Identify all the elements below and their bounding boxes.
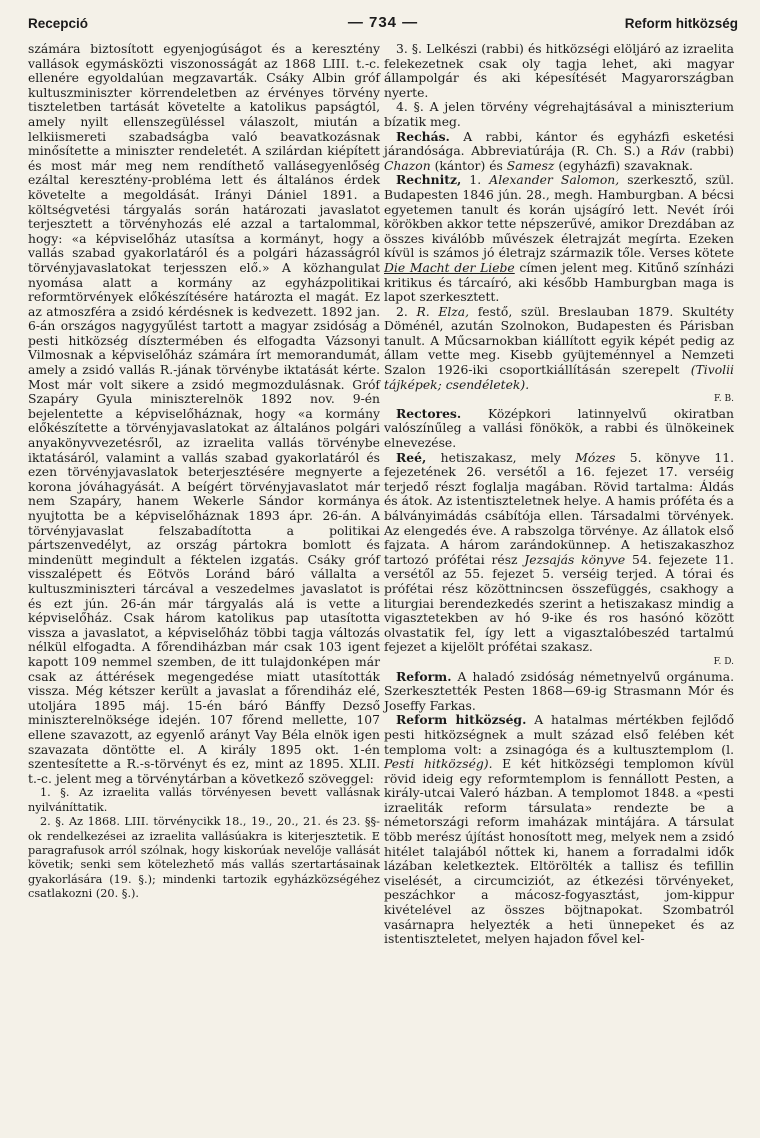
entry-text: címen jelent meg. Kitűnő színházi kritikus és tárcaíró, aki később Hamburgban maga is lapot szerkesztett. [384, 260, 734, 305]
entry-term: Chazon [384, 158, 431, 173]
entry-reform-hitkozseg [384, 713, 734, 947]
page-header [28, 16, 738, 40]
left-column [28, 42, 380, 902]
book-title: Die Macht der Liebe [384, 260, 515, 275]
author-signature: F. B. [713, 394, 734, 405]
entry-text: (rabbi) [684, 144, 734, 159]
entry-rechas [384, 130, 734, 174]
entry-reform [384, 670, 734, 714]
entry-text: festő, szül. Breslauban 1879. Skultéty Döménél, azután Szolnokon, Budapesten és Párisban tanult. A Műcsarnokban kiállított egyik képét pedig az állam vette meg. Kisebb gyüjteménnyel a Nemzeti Szalon 1926-iki csoportkiállításán szerepelt [384, 304, 734, 378]
entry-text: 1. [461, 173, 490, 188]
entry-text: 2. [396, 304, 417, 319]
entry-text: hetiszakasz, mely [426, 450, 576, 465]
entry-headword: Reé, [396, 449, 427, 465]
entry-rechnitz-2 [384, 305, 734, 393]
entry-text: (kántor) és [430, 158, 507, 173]
entry-text: A rabbi, kántor és egyházfi esketési járandósága. Abbreviatúrája (R. Ch. S.) a [384, 129, 734, 159]
entry-term: Ráv [660, 144, 685, 159]
law-paragraph-3: 3. §. Lelkészi (rabbi) és hitközségi elöljáró az izraelita felekezetnek csak oly tagja lehet, aki magyar állampolgár és aki képesítését Magyarországban nyerte. [384, 42, 734, 100]
law-paragraph-2: 2. §. Az 1868. LIII. törvénycikk 18., 19., 20., 21. és 23. §§-ok rendelkezései az izraelita vallásúakra is kiterjesztetik. E paragrafusok arról szólnak, hogy kiskorúak nevelője vallását követik; senki sem kötelezhető más vallás szertartásainak gyakorlására (19. §.); mindenki tartozik egyházközségéhez csatlakozni (20. §.). [28, 815, 380, 901]
entry-text: A haladó zsidóság németnyelvű orgánuma. Szerkesztették Pesten 1868—69-ig Strasmann Mór és Joseffy Farkas. [384, 669, 734, 713]
entry-text: szerkesztő, szül. Budapesten 1846 jún. 28., megh. Hamburgban. A bécsi egyetemen tanult és korán ujságíró lett. Nevét írói körökben akkor tette népszerűvé, amikor Drezdában az összes kiválóbb művészek életrajzát megírta. Ezeken kívül is számos jó életrajz származik tőle. Verses kötete [384, 173, 734, 261]
entry-rechnitz-1 [384, 173, 734, 304]
entry-headword: Rechnitz, [396, 172, 462, 188]
entry-headword: Reform hitközség. [396, 712, 527, 728]
entry-term: Mózes [575, 450, 616, 465]
entry-text: Középkori latinnyelvű okiratban valószínűleg a vallási fönökök, a rabbi és ülnökeinek elnevezése. [384, 406, 734, 451]
entry-text: (egyházfi) szavaknak. [554, 158, 693, 173]
entry-ree [384, 451, 734, 655]
running-head-left: Recepció [28, 16, 89, 31]
author-signature: F. D. [713, 656, 734, 667]
entry-headword: Rectores. [396, 405, 462, 421]
entry-rectores [384, 407, 734, 451]
law-paragraph-1: 1. §. Az izraelita vallás törvényesen bevett vallásnak nyilváníttatik. [28, 786, 380, 814]
entry-text: 54. fejezete 11. versétől az 55. fejezet 5. verséig terjed. A tórai és prófétai rész közöttnincsen összefüggés, csakhogy a liturgiai berendezkedés szerint a hetiszakasz mindig a vigasztetekben av hó 9-ike és ros hasónó között olvastatik fel, így lett a vigasztalóbeszéd tartalmú fejezet a kijelölt prófétai szakasz. [384, 552, 734, 655]
entry-text: A hatalmas mértékben fejlődő pesti hitközségnek a mult század első felében két temploma volt: a zsinagóga és a kultusztemplom (l. [384, 713, 734, 757]
entry-headword: Rechás. [396, 128, 450, 144]
entry-name: R. Elza, [416, 304, 470, 319]
entry-headword: Reform. [396, 668, 452, 684]
right-column [384, 42, 734, 947]
entry-text: E két hitközségi templomon kívül rövid ideig egy reformtemplom is fennállott Pesten, a király-utcai Valeró házban. A templomot 1848. a «pesti izraeliták reform társulata» rendezte be a németországi reform imaházak mintájára. A társulat több merész újítást honosított meg, melyek nem a zsidó hitélet talajából nőttek ki, hanem a forradalmi idők lázában keletkeztek. Eltörölték a tallisz és tefillin viselését, a circumciziót, az étkezési törvényeket, peszáchkor a mácosz-fogyasztást, jom-kippur kivételével az összes böjtnapokat. Szombatról vasárnapra helyezték a heti ünnepeket és az istentiszteletet, melyen hajadon fővel kel- [384, 757, 734, 947]
recepcio-continuation: számára biztosított egyenjogúságot és a keresztény vallások egymásközti viszonosságát az 1868 LIII. t.-c. ellenére egyoldalúan megzavarták. Csáky Albin gróf kultuszminiszter körrendeletben az érvényes törvény tiszteletben tartását követelte a katolikus papságtól, amely nyilt ellenszegüléssel válaszolt, miután a lelkiismereti szabadságba való beavatkozásnak minősítette a miniszter rendeletét. A szilárdan kiépített és most már meg nem rendíthető vallásegyenlőség ezáltal keresztény-probléma lett és általános érdek követelte a megoldását. Irányi Dániel 1891. a költségvetési tárgyalás során határozati javaslatot terjesztett a törvényhozás elé azzal a tartalommal, hogy: «a képviselőház utasítsa a kormányt, hogy a vallás szabad gyakorlatáról és a polgári házasságról törvényjavaslatokat terjesszen elő.» A közhangulat nyomása alatt a kormány az egyházpolitikai reformtörvények előkészítésére határozta el magát. Ez az atmoszféra a zsidó kérdésnek is kedvezett. 1892 jan. 6-án országos nagygyűlést tartott a magyar zsidóság a pesti hitközség dísztermében és elfogadta Vázsonyi Vilmosnak a képviselőház számára írt memorandumát, amely a zsidó vallás R.-jának törvénybe iktatását kérte. Most már volt sikere a zsidó megmozdulásnak. Gróf Szapáry Gyula miniszterelnök 1892 nov. 9-én bejelentette a képviselőháznak, hogy «a kormány előkészítette a törvényjavaslatokat az általános polgári anyakönyvvezetésről, az izraelita vallás törvénybe iktatásáról, valamint a vallás szabad gyakorlatáról és ezen törvényjavaslatok beterjesztésére megnyerte a korona jóváhagyását. A beígért törvényjavaslatot már nem Szapáry, hanem Wekerle Sándor kormánya nyujtotta be a képviselőháznak 1893 ápr. 26-án. A törvényjavaslat felszabadította a politikai pártszenvedélyt, az ország pártokra bomlott és mindenütt megindult a féktelen izgatás. Csáky gróf visszalépett és Eötvös Loránd báró vállalta a kultuszminiszteri tárcával a veszedelmes javaslatot is és ezt jún. 26-án már tárgyalás alá is vette a képviselőház. Csak három katolikus pap utasította vissza a javaslatot, a képviselőház többi tagja változás nélkül elfogadta. A főrendiházban már csak 103 igent kapott 109 nemmel szemben, de itt tulajdonképen már csak az áttérések megengedése miatt utasították vissza. Még kétszer került a javaslat a főrendiház elé, utoljára 1895 máj. 15-én báró Bánffy Dezső miniszterelnöksége idején. 107 főrend mellette, 107 ellene szavazott, az egyenlő arányt Vay Béla elnök igen szavazata döntötte el. A király 1895 okt. 1-én szentesítette a R.-s-törvényt és ez, mint az 1895. XLII. t.-c. jelent meg a törvénytárban a következő szöveggel: [28, 42, 380, 786]
entry-name: Alexander Salomon, [489, 173, 620, 188]
running-head-right: Reform hitközség [624, 16, 738, 31]
artwork-titles: (Tivolii tájképek; csendéletek). [384, 363, 734, 392]
entry-term: Samesz [506, 158, 555, 173]
entry-text: 5. könyve 11. fejezetének 26. versétől a 16. fejezet 17. verséig terjedő részt foglalja magában. Rövid tartalma: Áldás és átok. Az istentiszteletnek helye. A hamis próféta és a bálványimádás csábítója ellen. Társadalmi törvények. Az elengedés éve. A rabszolga törvénye. Az állatok első fajzata. A három zarándokünnep. A hetiszakaszhoz tartozó prófétai rész [384, 450, 734, 567]
entry-term: Jezsajás könyve [524, 552, 626, 567]
law-paragraph-4: 4. §. A jelen törvény végrehajtásával a miniszterium bízatik meg. [384, 100, 734, 129]
page-number: — 734 — [347, 14, 419, 31]
cross-reference: Pesti hitközség). [384, 757, 493, 772]
